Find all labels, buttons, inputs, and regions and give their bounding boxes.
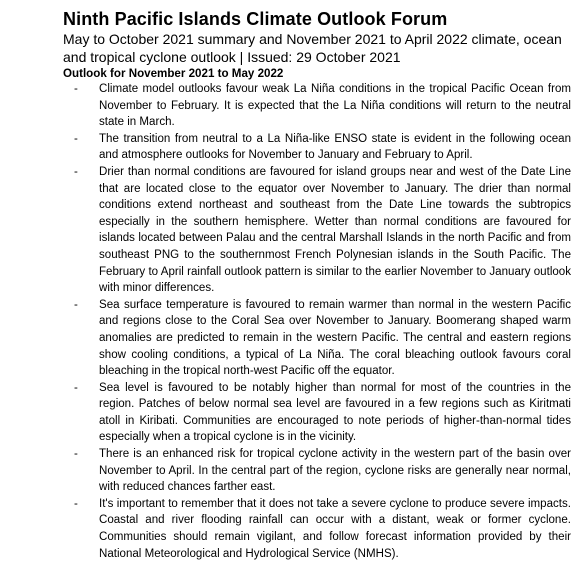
- section-heading: Outlook for November 2021 to May 2022: [63, 67, 284, 80]
- bullet-list: [74, 81, 571, 562]
- document-title: Ninth Pacific Islands Climate Outlook Forum: [63, 9, 448, 29]
- bullet-text: It's important to remember that it does not take a severe cyclone to produce severe impacts. Coastal and river flooding rainfall can occur with a distant, weak or former cyclone. Communities should remain vigilant, and follow forecast information provided by their National Meteorological and Hydrological Service (NMHS).: [99, 497, 571, 560]
- bullet-text: Drier than normal conditions are favoured for island groups near and west of the Date Line that are located close to the equator over November to January. The drier than normal conditions extend northeast and southeast from the Date Line towards the subtropics especially in the southern hemisphere. Wetter than normal conditions are favoured for islands located between Palau and the central Marshall Islands in the north Pacific and from southeast PNG to the southernmost French Polynesian islands in the South Pacific. The February to April rainfall outlook pattern is similar to the earlier November to January outlook with minor differences.: [99, 165, 571, 295]
- bullet-text: Sea surface temperature is favoured to remain warmer than normal in the western Pacific and regions close to the Coral Sea over November to January. Boomerang shaped warm anomalies are predicted to remain in the western Pacific. The central and eastern regions show cooling conditions, a typical of La Niña. The coral bleaching outlook favours coral bleaching in the tropical north-west Pacific off the equator.: [99, 298, 571, 378]
- bullet-item: [74, 81, 571, 131]
- bullet-text: There is an enhanced risk for tropical cyclone activity in the western part of the basin over November to April. In the central part of the region, cyclone risks are generally near normal, with reduced chances farther east.: [99, 448, 571, 494]
- bullet-text: Sea level is favoured to be notably higher than normal for most of the countries in the region. Patches of below normal sea level are favoured in a few regions such as Kiritmati atoll in Kiribati. Communities are encouraged to note periods of higher-than-normal tides especially when a tropical cyclone is in the vicinity.: [99, 381, 571, 444]
- bullet-marker: -: [74, 132, 78, 145]
- bullet-text: Climate model outlooks favour weak La Niña conditions in the tropical Pacific Ocean from November to February. It is expected that the La Niña conditions will return to the neutral state in March.: [99, 83, 571, 129]
- bullet-text: The transition from neutral to a La Niña-like ENSO state is evident in the following ocean and atmosphere outlooks for November to January and February to April.: [99, 132, 571, 162]
- bullet-marker: -: [74, 165, 78, 178]
- bullet-marker: -: [74, 298, 78, 311]
- bullet-marker: -: [74, 448, 78, 461]
- document-subtitle: May to October 2021 summary and November 2021 to April 2022 climate, ocean and tropical cyclone outlook | Issued: 29 October 2021: [63, 31, 562, 65]
- bullet-item: [74, 496, 571, 562]
- bullet-marker: -: [74, 497, 78, 510]
- bullet-item: [74, 164, 571, 297]
- bullet-item: [74, 380, 571, 446]
- bullet-marker: -: [74, 381, 78, 394]
- bullet-item: [74, 297, 571, 380]
- bullet-item: [74, 446, 571, 496]
- bullet-marker: -: [74, 83, 78, 95]
- bullet-item: [74, 131, 571, 164]
